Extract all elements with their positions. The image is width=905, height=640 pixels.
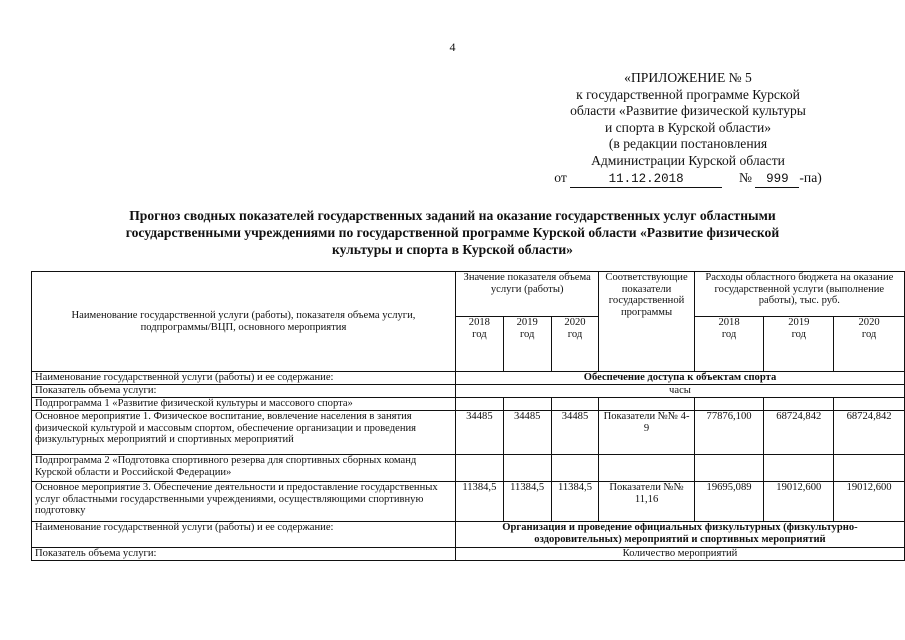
title-line-1: Прогноз сводных показателей государственных заданий на оказание государственных услуг областными (129, 208, 776, 223)
resolution-number: 999 (755, 171, 799, 189)
row-activity-3-volume-2019: 11384,5 (503, 482, 551, 522)
indicators-table (31, 271, 905, 561)
row-subprogram-1: Подпрограмма 1 «Развитие физической культуры и массового спорта» (32, 398, 456, 411)
appendix-date-line (518, 170, 858, 189)
row-activity-1-volume-2019: 34485 (503, 411, 551, 455)
page-number: 4 (449, 40, 456, 54)
appendix-line-4: и спорта в Курской области» (604, 119, 772, 135)
header-budget: Расходы областного бюджета на оказание государственной услуги (выполнение работы), тыс. руб. (694, 272, 904, 317)
row-volume-indicator-label-2: Показатель объема услуги: (32, 548, 456, 561)
row-volume-indicator-label: Показатель объема услуги: (32, 385, 456, 398)
row-activity-3-volume-2020: 11384,5 (551, 482, 599, 522)
row-activity-3-volume-2018: 11384,5 (455, 482, 503, 522)
row-activity-3-budget-2019: 19012,600 (764, 482, 834, 522)
row-activity-3-label: Основное мероприятие 3. Обеспечение деятельности и предоставление государственных услуг областными государственными учреждениями, осуществляющими спортивную подготовку (32, 482, 456, 522)
appendix-header (518, 70, 858, 188)
row-activity-1-indicators: Показатели №№ 4-9 (599, 411, 694, 455)
row-activity-1-volume-2018: 34485 (455, 411, 503, 455)
header-budget-2019: 2019 год (764, 317, 834, 372)
row-activity-1-budget-2019: 68724,842 (764, 411, 834, 455)
row-subprogram-2: Подпрограмма 2 «Подготовка спортивного резерва для спортивных сборных команд Курской области и Российской Федерации» (32, 455, 456, 482)
appendix-line-5: (в редакции постановления (608, 136, 768, 152)
appendix-line-3: области «Развитие физической культуры (570, 103, 806, 119)
row-service-name-label: Наименование государственной услуги (работы) и ее содержание: (32, 372, 456, 385)
row-activity-3-indicators: Показатели №№ 11,16 (599, 482, 694, 522)
header-volume: Значение показателя объема услуги (работы) (455, 272, 598, 317)
row-activity-1-volume-2020: 34485 (551, 411, 599, 455)
resolution-date: 11.12.2018 (570, 171, 722, 189)
row-service-name-value-2: Организация и проведение официальных физкультурных (физкультурно-оздоровительных) мероприятий и спортивных мероприятий (455, 522, 904, 548)
row-volume-indicator-value-2: Количество мероприятий (455, 548, 904, 561)
row-service-name-value: Обеспечение доступа к объектам спорта (455, 372, 904, 385)
header-budget-2018: 2018 год (694, 317, 764, 372)
row-activity-1-budget-2020: 68724,842 (834, 411, 905, 455)
title-line-2: государственными учреждениями по государственной программе Курской области «Развитие физической (125, 225, 780, 240)
appendix-line-2: к государственной программе Курской (576, 86, 800, 102)
header-volume-2019: 2019 год (503, 317, 551, 372)
header-volume-2020: 2020 год (551, 317, 599, 372)
header-name: Наименование государственной услуги (работы), показателя объема услуги, подпрограммы/ВЦП, основного мероприятия (32, 272, 456, 372)
appendix-line-1: «ПРИЛОЖЕНИЕ № 5 (624, 70, 752, 85)
row-activity-3-budget-2018: 19695,089 (694, 482, 764, 522)
row-activity-3-budget-2020: 19012,600 (834, 482, 905, 522)
title-line-3: культуры и спорта в Курской области» (332, 242, 573, 257)
number-label: № (739, 169, 752, 185)
row-service-name-label-2: Наименование государственной услуги (работы) и ее содержание: (32, 522, 456, 548)
number-suffix: -па) (799, 169, 822, 185)
header-budget-2020: 2020 год (834, 317, 905, 372)
appendix-line-6: Администрации Курской области (591, 152, 785, 168)
header-volume-2018: 2018 год (455, 317, 503, 372)
row-activity-1-label: Основное мероприятие 1. Физическое воспитание, вовлечение населения в занятия физической культурой и массовым спортом, обеспечение организации и проведения физкультурных мероприятий и спортивных мероприятий (32, 411, 456, 455)
header-matching-indicators: Соответствующие показатели государственной программы (599, 272, 694, 372)
document-title (60, 207, 845, 258)
from-label: от (554, 169, 567, 185)
row-activity-1-budget-2018: 77876,100 (694, 411, 764, 455)
row-volume-indicator-value: часы (455, 385, 904, 398)
